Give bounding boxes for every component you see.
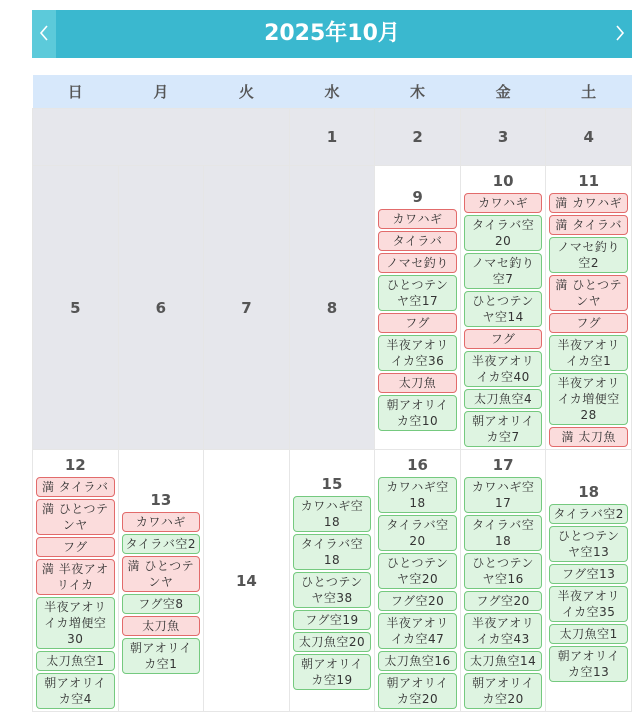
- event-tag-available[interactable]: フグ空20: [378, 591, 457, 611]
- event-tag-available[interactable]: 朝アオリイカ空20: [464, 673, 543, 709]
- day-number: 7: [241, 298, 252, 317]
- day-cell-3: [460, 109, 546, 166]
- event-tag-available[interactable]: 朝アオリイカ空13: [549, 646, 628, 682]
- event-tag-available[interactable]: カワハギ空17: [464, 477, 543, 513]
- event-tag-full[interactable]: フグ: [378, 313, 457, 333]
- event-tag-available[interactable]: ひとつテンヤ空14: [464, 291, 543, 327]
- week-row-3: [33, 450, 632, 712]
- event-tag-available[interactable]: 太刀魚空16: [378, 651, 457, 671]
- event-tag-available[interactable]: カワハギ空18: [293, 496, 372, 532]
- event-tag-available[interactable]: ノマセ釣り空2: [549, 237, 628, 273]
- weekday-fri: 金: [460, 75, 546, 109]
- day-cell-1: [289, 109, 375, 166]
- event-tag-full[interactable]: フグ: [36, 537, 115, 557]
- event-tag-full[interactable]: 満 タイラバ: [549, 215, 628, 235]
- event-tag-available[interactable]: 半夜アオリイカ空1: [549, 335, 628, 371]
- event-tag-available[interactable]: フグ空13: [549, 564, 628, 584]
- day-number: 4: [583, 128, 594, 146]
- event-tag-available[interactable]: 半夜アオリイカ空35: [549, 586, 628, 622]
- weekday-tue: 火: [204, 75, 290, 109]
- day-number: 3: [497, 128, 509, 146]
- day-number: 14: [235, 571, 257, 590]
- event-tag-full[interactable]: 満 ひとつテンヤ: [549, 275, 628, 311]
- day-cell-6: [118, 166, 204, 450]
- event-tag-full[interactable]: 太刀魚: [122, 616, 201, 636]
- event-tag-available[interactable]: 朝アオリイカ空10: [378, 395, 457, 431]
- day-cell-9: [375, 166, 461, 450]
- event-tag-full[interactable]: 満 太刀魚: [549, 427, 628, 447]
- event-tag-available[interactable]: 朝アオリイカ空19: [293, 654, 372, 690]
- event-tag-available[interactable]: 太刀魚空20: [293, 632, 372, 652]
- event-tag-full[interactable]: フグ: [549, 313, 628, 333]
- event-tag-available[interactable]: 半夜アオリイカ増便空30: [36, 597, 115, 649]
- day-cell-8: [289, 166, 375, 450]
- week-row-1: [33, 109, 632, 166]
- event-tag-available[interactable]: カワハギ空18: [378, 477, 457, 513]
- day-cell-15: [289, 450, 375, 712]
- day-cell-10: [460, 166, 546, 450]
- day-number: 11: [578, 172, 600, 190]
- calendar-header: [32, 10, 632, 58]
- event-tag-available[interactable]: タイラバ空18: [293, 534, 372, 570]
- event-tag-full[interactable]: タイラバ: [378, 231, 457, 251]
- day-number: 6: [155, 298, 167, 317]
- day-number: 5: [70, 298, 81, 317]
- event-tag-available[interactable]: ひとつテンヤ空20: [378, 553, 457, 589]
- event-tag-available[interactable]: 半夜アオリイカ空36: [378, 335, 457, 371]
- day-cell-5: [33, 166, 119, 450]
- day-number: 15: [321, 475, 343, 493]
- event-tag-available[interactable]: タイラバ空18: [464, 515, 543, 551]
- event-tag-available[interactable]: 太刀魚空1: [36, 651, 115, 671]
- event-tag-full[interactable]: 満 カワハギ: [549, 193, 628, 213]
- event-tag-available[interactable]: 太刀魚空14: [464, 651, 543, 671]
- event-tag-full[interactable]: ノマセ釣り: [378, 253, 457, 273]
- event-tag-available[interactable]: タイラバ空2: [549, 504, 628, 524]
- day-number: 10: [492, 172, 514, 190]
- week-row-2: [33, 166, 632, 450]
- event-tag-full[interactable]: 満 ひとつテンヤ: [122, 556, 201, 592]
- event-tag-full[interactable]: カワハギ: [378, 209, 457, 229]
- event-tag-available[interactable]: タイラバ空20: [378, 515, 457, 551]
- day-cell-16: [375, 450, 461, 712]
- weekday-thu: 木: [375, 75, 461, 109]
- day-cell-7: [204, 166, 290, 450]
- event-tag-available[interactable]: ノマセ釣り空7: [464, 253, 543, 289]
- weekday-sat: 土: [546, 75, 632, 109]
- event-tag-available[interactable]: タイラバ空2: [122, 534, 201, 554]
- event-tag-available[interactable]: 太刀魚空4: [464, 389, 543, 409]
- event-tag-full[interactable]: 満 タイラバ: [36, 477, 115, 497]
- day-number: 8: [326, 298, 338, 317]
- event-tag-available[interactable]: 半夜アオリイカ空47: [378, 613, 457, 649]
- day-number: 9: [412, 188, 423, 206]
- day-cell-12: [33, 450, 119, 712]
- event-tag-available[interactable]: ひとつテンヤ空16: [464, 553, 543, 589]
- day-cell-13: [118, 450, 204, 712]
- day-number: 1: [326, 128, 338, 146]
- event-tag-available[interactable]: 太刀魚空1: [549, 624, 628, 644]
- event-tag-available[interactable]: ひとつテンヤ空17: [378, 275, 457, 311]
- day-cell-2: [375, 109, 461, 166]
- event-tag-full[interactable]: 満 ひとつテンヤ: [36, 499, 115, 535]
- day-cell-11: [546, 166, 632, 450]
- event-tag-full[interactable]: フグ: [464, 329, 543, 349]
- empty-day-cell: [33, 109, 290, 166]
- weekday-mon: 月: [118, 75, 204, 109]
- chevron-right-icon: [615, 24, 625, 42]
- day-number: 16: [407, 456, 428, 474]
- event-tag-available[interactable]: ひとつテンヤ空13: [549, 526, 628, 562]
- event-tag-full[interactable]: 満 半夜アオリイカ: [36, 559, 115, 595]
- calendar-grid: [32, 75, 632, 712]
- day-cell-4: [546, 109, 632, 166]
- event-tag-available[interactable]: フグ空19: [293, 610, 372, 630]
- event-tag-available[interactable]: ひとつテンヤ空38: [293, 572, 372, 608]
- event-tag-available[interactable]: 朝アオリイカ空1: [122, 638, 201, 674]
- day-number: 17: [492, 456, 514, 474]
- event-tag-full[interactable]: 太刀魚: [378, 373, 457, 393]
- event-tag-available[interactable]: フグ空8: [122, 594, 201, 614]
- event-tag-available[interactable]: 朝アオリイカ空7: [464, 411, 543, 447]
- event-tag-available[interactable]: 朝アオリイカ空20: [378, 673, 457, 709]
- day-number: 12: [64, 456, 86, 474]
- day-number: 18: [578, 483, 600, 501]
- event-tag-available[interactable]: 半夜アオリイカ空43: [464, 613, 543, 649]
- event-tag-available[interactable]: 朝アオリイカ空4: [36, 673, 115, 709]
- event-tag-available[interactable]: フグ空20: [464, 591, 543, 611]
- day-number: 2: [412, 128, 423, 146]
- weekday-header-row: [33, 75, 632, 109]
- month-title: 2025年10月: [264, 21, 400, 46]
- event-tag-available[interactable]: 半夜アオリイカ増便空28: [549, 373, 628, 425]
- day-cell-14: [204, 450, 290, 712]
- next-month-button[interactable]: [608, 10, 632, 58]
- day-cell-17: [460, 450, 546, 712]
- event-tag-available[interactable]: 半夜アオリイカ空40: [464, 351, 543, 387]
- day-number: 13: [150, 491, 172, 509]
- event-tag-full[interactable]: カワハギ: [122, 512, 201, 532]
- day-cell-18: [546, 450, 632, 712]
- weekday-sun: 日: [33, 75, 119, 109]
- weekday-wed: 水: [289, 75, 375, 109]
- event-tag-available[interactable]: タイラバ空20: [464, 215, 543, 251]
- event-tag-full[interactable]: カワハギ: [464, 193, 543, 213]
